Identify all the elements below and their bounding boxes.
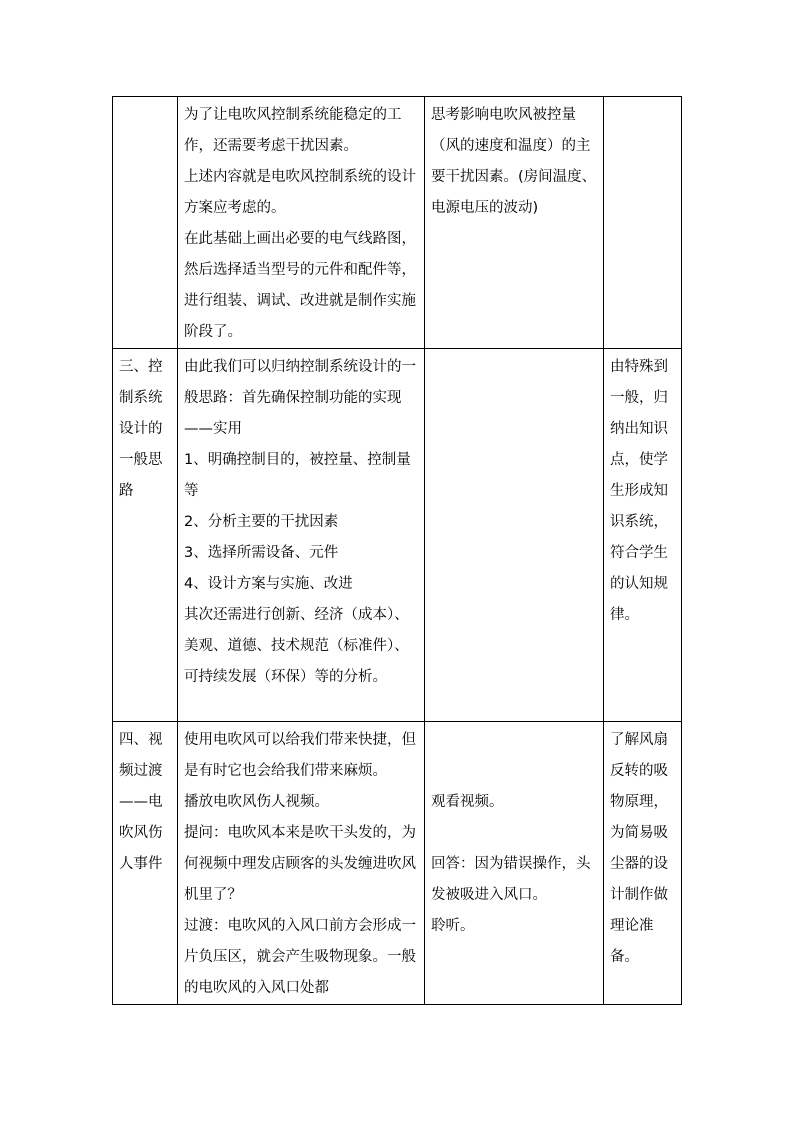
content-paragraph: 为了让电吹风控制系统能稳定的工作，还需要考虑干扰因素。: [184, 107, 402, 154]
design-intent-cell: 由特殊到一般，归纳出知识点，使学生形成知识系统，符合学生的认知规律。: [604, 349, 682, 722]
student-activity-cell: [425, 349, 604, 722]
content-paragraph: 3、选择所需设备、元件: [184, 545, 339, 561]
content-paragraph: 播放电吹风伤人视频。: [184, 794, 329, 810]
student-paragraph: 思考影响电吹风被控量（风的速度和温度）的主要干扰因素。(房间温度、电源电压的波动): [431, 107, 597, 216]
section-cell: [113, 97, 178, 349]
student-paragraph: 回答：因为错误操作，头发被吸进入风口。: [431, 856, 591, 903]
content-paragraph: 4、设计方案与实施、改进: [184, 576, 353, 592]
teacher-activity-cell: [178, 349, 425, 722]
table-row: [113, 97, 682, 349]
student-paragraph: 聆听。: [431, 918, 475, 934]
content-paragraph: 使用电吹风可以给我们带来快捷，但是有时它也会给我们带来麻烦。: [184, 732, 416, 779]
content-paragraph: 其次还需进行创新、经济（成本）、美观、道德、技术规范（标准件）、可持续发展（环保）等的分析。: [184, 607, 409, 685]
teacher-activity-cell: [178, 97, 425, 349]
design-intent-cell: [604, 97, 682, 349]
content-paragraph: 1、明确控制目的，被控量、控制量等: [184, 452, 411, 499]
content-paragraph: 由此我们可以归纳控制系统设计的一般思路：首先确保控制功能的实现——实用: [184, 359, 416, 437]
section-cell: 四、视频过渡——电吹风伤人事件: [113, 722, 178, 1005]
design-intent-cell: 了解风扇反转的吸物原理，为简易吸尘器的设计制作做理论准备。: [604, 722, 682, 1005]
content-paragraph: 提问：电吹风本来是吹干头发的，为何视频中理发店顾客的头发缠进吹风机里了？: [184, 825, 416, 903]
student-paragraph: 观看视频。: [431, 794, 504, 810]
student-activity-cell: [425, 97, 604, 349]
table-row: [113, 349, 682, 722]
content-paragraph: 在此基础上画出必要的电气线路图，然后选择适当型号的元件和配件等，进行组装、调试、改进就是制作实施阶段了。: [184, 231, 416, 340]
lesson-plan-table: [112, 96, 682, 1005]
content-paragraph: 2、分析主要的干扰因素: [184, 514, 339, 530]
content-paragraph: 上述内容就是电吹风控制系统的设计方案应考虑的。: [184, 169, 416, 216]
teacher-activity-cell: [178, 722, 425, 1005]
section-cell: 三、控制系统设计的一般思路: [113, 349, 178, 722]
table-row: [113, 722, 682, 1005]
student-activity-cell: [425, 722, 604, 1005]
content-paragraph: 过渡：电吹风的入风口前方会形成一片负压区，就会产生吸物现象。一般的电吹风的入风口处都: [184, 918, 416, 996]
